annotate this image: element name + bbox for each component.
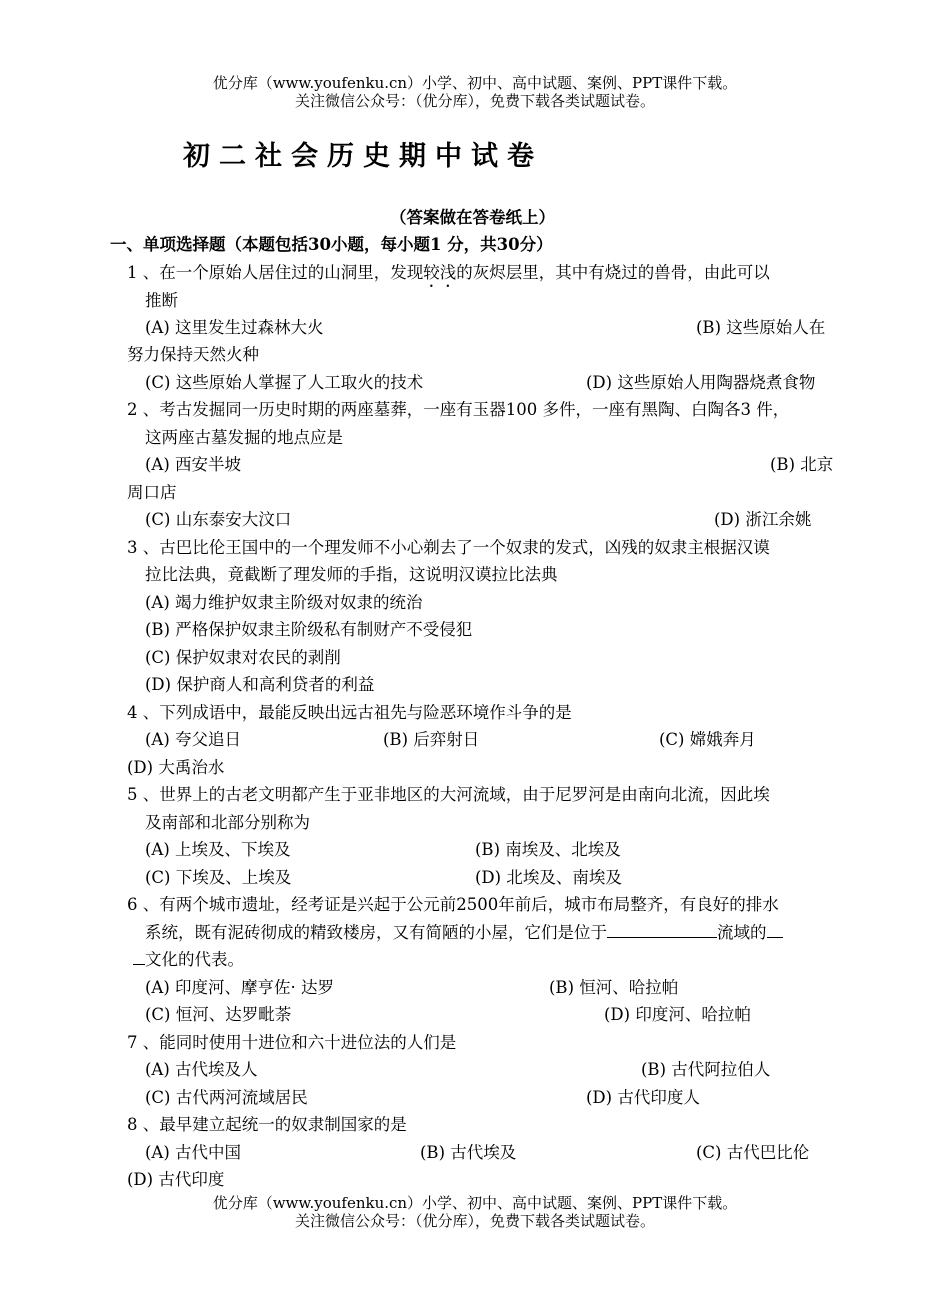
question-6-option-b: (B) 恒河、哈拉帕 [549,978,679,997]
question-1-option-b-cont: 努力保持天然火种 [127,345,259,364]
question-6-stem: 6 、有两个城市遗址，经考证是兴起于公元前2500年前后，城市布局整齐，有良好的排水 [127,895,779,914]
question-5-option-c: (C) 下埃及、上埃及 [145,868,292,887]
question-2-option-a: (A) 西安半坡 [145,455,242,474]
page-title: 初二社会历史期中试卷 [183,141,543,172]
question-2-option-d: (D) 浙江余姚 [714,510,812,529]
answer-note: （答案做在答卷纸上） [390,208,555,227]
answer-blank [607,922,717,938]
question-6-option-c: (C) 恒河、达罗毗荼 [145,1005,292,1024]
question-3-option-b: (B) 严格保护奴隶主阶级私有制财产不受侵犯 [145,620,473,639]
emphasis-dots: 较浅 [423,263,457,282]
question-5-option-a: (A) 上埃及、下埃及 [145,840,291,859]
question-1-option-c: (C) 这些原始人掌握了人工取火的技术 [145,373,424,392]
answer-blank [767,922,783,938]
question-3-option-a: (A) 竭力维护奴隶主阶级对奴隶的统治 [145,593,423,612]
question-4-option-a: (A) 夸父追日 [145,730,242,749]
question-2-stem-2: 这两座古墓发掘的地点应是 [145,428,343,447]
question-2-option-b: (B) 北京 [770,455,834,474]
footer-line-2: 关注微信公众号：（优分库），免费下载各类试题试卷。 [294,1212,655,1230]
answer-blank [133,949,145,965]
section-heading: 一、单项选择题（本题包括30小题，每小题1 分，共30分） [110,235,553,254]
question-2-option-b-cont: 周口店 [127,483,177,502]
question-7-option-a: (A) 古代埃及人 [145,1060,258,1079]
header-line-2: 关注微信公众号：（优分库），免费下载各类试题试卷。 [294,92,655,110]
header-line-1: 优分库（www.youfenku.cn）小学、初中、高中试题、案例、PPT课件下载。 [212,74,738,92]
question-7-option-c: (C) 古代两河流域居民 [145,1088,308,1107]
question-7-option-d: (D) 古代印度人 [586,1088,700,1107]
question-8-option-d: (D) 古代印度 [127,1170,225,1189]
question-4-option-c: (C) 嫦娥奔月 [659,730,756,749]
question-4-option-d: (D) 大禹治水 [127,758,225,777]
question-1-option-d: (D) 这些原始人用陶器烧煮食物 [586,373,816,392]
question-4-option-b: (B) 后弈射日 [383,730,480,749]
question-8-option-b: (B) 古代埃及 [420,1143,517,1162]
question-2-option-c: (C) 山东泰安大汶口 [145,510,292,529]
question-8-option-c: (C) 古代巴比伦 [696,1143,810,1162]
question-3-option-d: (D) 保护商人和高利贷者的利益 [145,675,375,694]
question-1-option-a: (A) 这里发生过森林大火 [145,318,324,337]
question-1-stem: 1 、在一个原始人居住过的山洞里，发现较浅的灰烬层里，其中有烧过的兽骨，由此可以 [127,263,770,282]
question-4-stem: 4 、下列成语中，最能反映出远古祖先与险恶环境作斗争的是 [127,703,572,722]
question-3-stem: 3 、古巴比伦王国中的一个理发师不小心剃去了一个奴隶的发式，凶残的奴隶主根据汉谟 [127,538,770,557]
question-3-stem-2: 拉比法典，竟截断了理发师的手指，这说明汉谟拉比法典 [145,565,558,584]
question-5-stem-2: 及南部和北部分别称为 [145,813,310,832]
question-7-option-b: (B) 古代阿拉伯人 [641,1060,771,1079]
question-3-option-c: (C) 保护奴隶对农民的剥削 [145,648,341,667]
question-6-stem-3: 文化的代表。 [133,948,244,972]
footer-line-1: 优分库（www.youfenku.cn）小学、初中、高中试题、案例、PPT课件下载。 [212,1194,738,1212]
question-1-stem-2: 推断 [145,291,178,310]
question-8-option-a: (A) 古代中国 [145,1143,242,1162]
question-5-stem: 5 、世界上的古老文明都产生于亚非地区的大河流域，由于尼罗河是由南向北流，因此埃 [127,785,770,804]
question-6-option-a: (A) 印度河、摩亨佐· 达罗 [145,978,335,997]
question-6-stem-2: 系统，既有泥砖彻成的精致楼房，又有简陋的小屋，它们是位于 流域的 [145,921,783,945]
question-5-option-b: (B) 南埃及、北埃及 [475,840,621,859]
question-2-stem: 2 、考古发掘同一历史时期的两座墓葬，一座有玉器100 多件，一座有黑陶、白陶各3 件， [127,400,790,419]
question-5-option-d: (D) 北埃及、南埃及 [475,868,622,887]
question-8-stem: 8 、最早建立起统一的奴隶制国家的是 [127,1115,407,1134]
question-1-option-b: (B) 这些原始人在 [696,318,826,337]
question-6-option-d: (D) 印度河、哈拉帕 [604,1005,751,1024]
question-7-stem: 7 、能同时使用十进位和六十进位法的人们是 [127,1033,457,1052]
